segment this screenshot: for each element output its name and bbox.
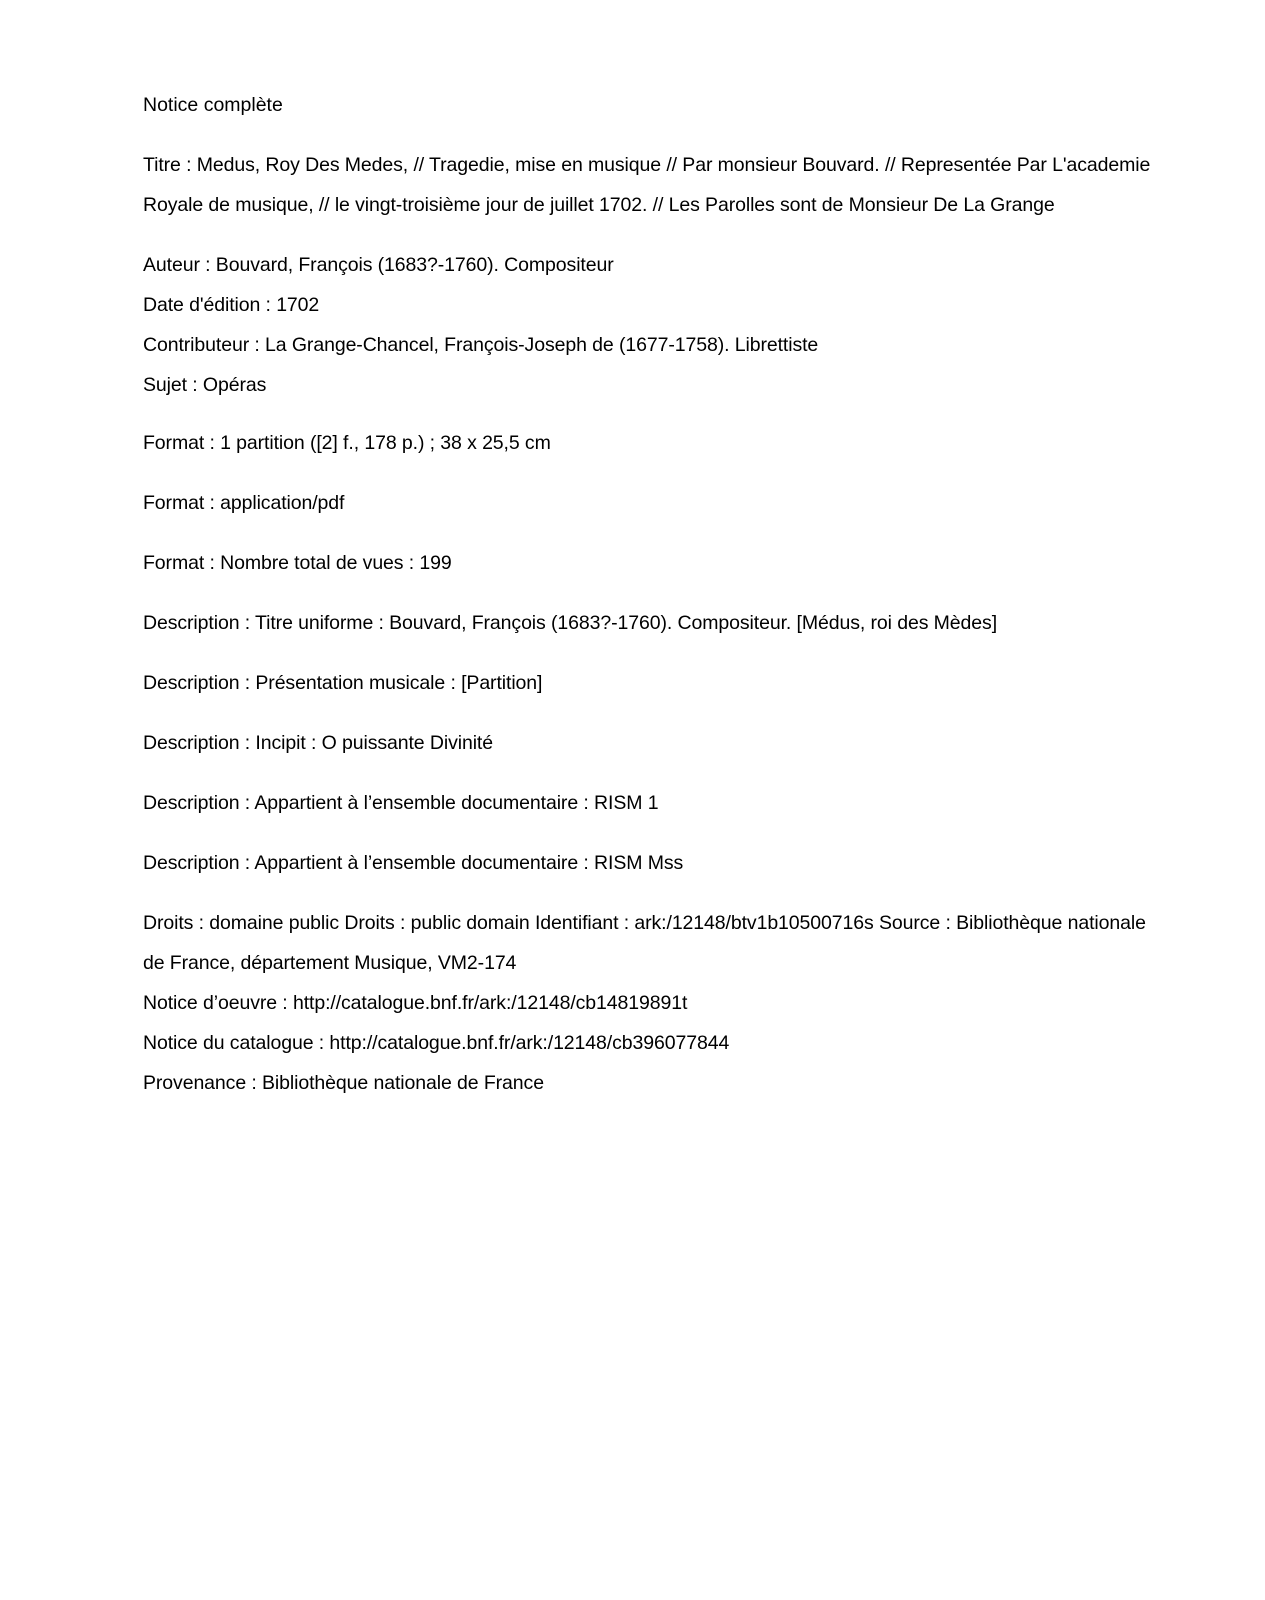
- record-contributor: Contributeur : La Grange-Chancel, François-Joseph de (1677-1758). Librettiste: [143, 334, 819, 356]
- title-block: [143, 145, 1158, 225]
- format-physical-block: [143, 423, 1158, 463]
- record-description-uniform-title: Description : Titre uniforme : Bouvard, François (1683?-1760). Compositeur. [Médus, roi des Mèdes]: [143, 612, 998, 634]
- description-musical-presentation-block: [143, 663, 1158, 703]
- record-format-views: Format : Nombre total de vues : 199: [143, 552, 452, 574]
- page-title: Notice complète: [143, 94, 283, 116]
- description-incipit-block: [143, 723, 1158, 763]
- record-subject: Sujet : Opéras: [143, 374, 267, 396]
- format-mime-block: [143, 483, 1158, 523]
- record-provenance: Provenance : Bibliothèque nationale de France: [143, 1072, 544, 1094]
- description-collection-1-block: [143, 783, 1158, 823]
- page-heading-block: [143, 85, 1158, 125]
- record-title: Titre : Medus, Roy Des Medes, // Tragedie, mise en musique // Par monsieur Bouvard. // Representée Par L'academie Royale de musique, // le vingt-troisième jour de juillet 1702. // Les Parolles sont de Monsieur De La Grange: [143, 154, 1151, 216]
- record-description-musical-presentation: Description : Présentation musicale : [Partition]: [143, 672, 543, 694]
- record-edition-date: Date d'édition : 1702: [143, 294, 320, 316]
- record-catalogue-record-link: Notice du catalogue : http://catalogue.bnf.fr/ark:/12148/cb396077844: [143, 1032, 730, 1054]
- record-format-mime: Format : application/pdf: [143, 492, 345, 514]
- record-description-collection-2: Description : Appartient à l’ensemble documentaire : RISM Mss: [143, 852, 684, 874]
- description-collection-2-block: [143, 843, 1158, 883]
- record-author: Auteur : Bouvard, François (1683?-1760). Compositeur: [143, 254, 614, 276]
- format-views-block: [143, 543, 1158, 583]
- section-spacer: [143, 405, 1158, 423]
- rights-source-block: [143, 903, 1158, 1103]
- description-uniform-title-block: [143, 603, 1158, 643]
- record-description-collection-1: Description : Appartient à l’ensemble documentaire : RISM 1: [143, 792, 659, 814]
- record-work-record-link: Notice d’oeuvre : http://catalogue.bnf.fr/ark:/12148/cb14819891t: [143, 992, 688, 1014]
- record-description-incipit: Description : Incipit : O puissante Divinité: [143, 732, 493, 754]
- identity-block: [143, 245, 1158, 405]
- notice-complete-document: [143, 85, 1158, 1103]
- record-format-physical: Format : 1 partition ([2] f., 178 p.) ; 38 x 25,5 cm: [143, 432, 551, 454]
- record-rights-source: Droits : domaine public Droits : public domain Identifiant : ark:/12148/btv1b10500716s Source : Bibliothèque nationale de France, département Musique, VM2-174: [143, 912, 1146, 974]
